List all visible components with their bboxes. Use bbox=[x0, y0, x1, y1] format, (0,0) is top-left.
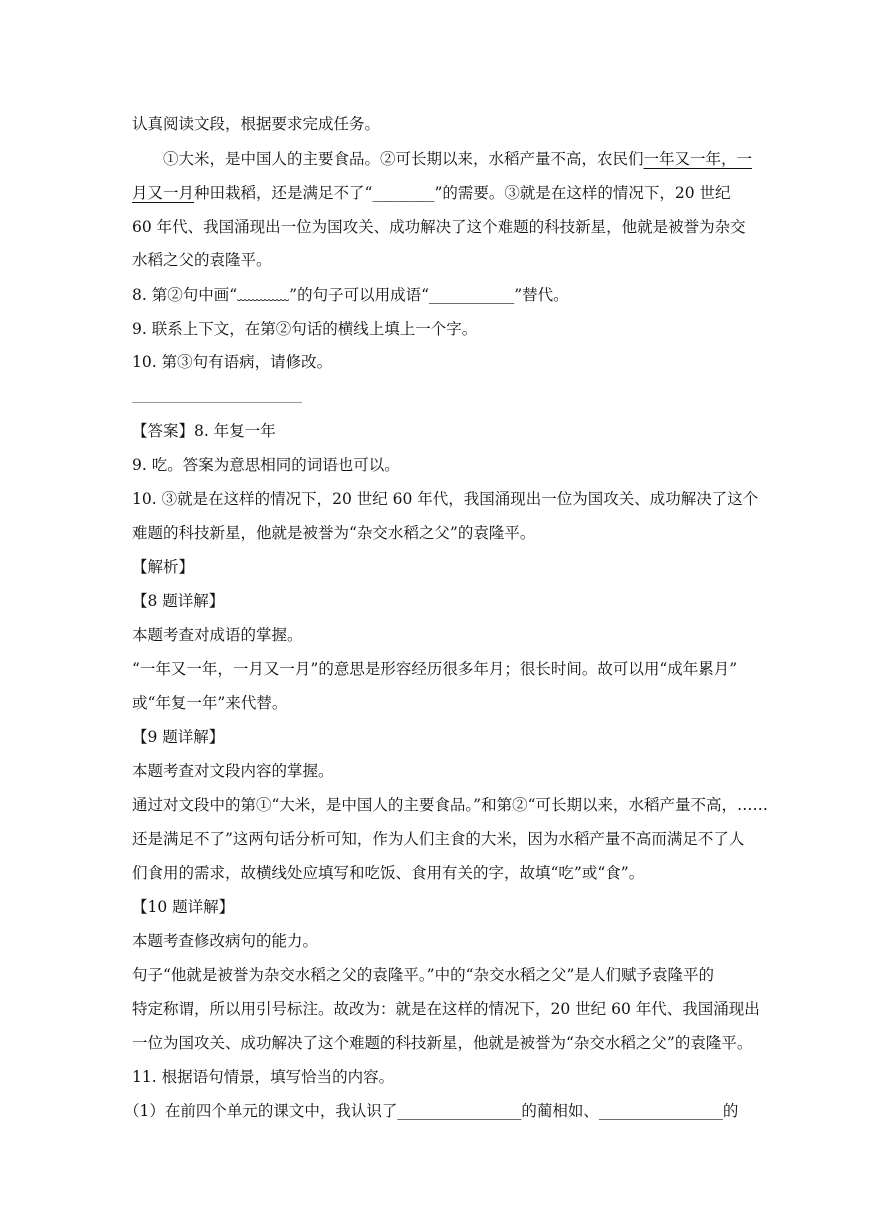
question-9: 9. 联系上下文，在第②句话的横线上填上一个字。 bbox=[132, 320, 478, 338]
passage-line-4: 水稻之父的袁隆平。 bbox=[132, 251, 272, 269]
detail-9-line-2: 通过对文段中的第①“大米，是中国人的主要食品。”和第②“可长期以来，水稻产量不高，…… bbox=[132, 796, 769, 814]
answer-9: 9. 吃。答案为意思相同的词语也可以。 bbox=[132, 456, 400, 474]
passage-line-2: 月又一月种田栽稻，还是满足不了“________”的需要。③就是在这样的情况下，20 世纪 bbox=[132, 184, 731, 202]
question-8: 8. 第②句中画“ ”的句子可以用成语“___________”替代。 bbox=[132, 286, 569, 304]
detail-9-line-3: 还是满足不了”这两句话分析可知，作为人们主食的大米，因为水稻产量不高而满足不了人 bbox=[132, 830, 745, 848]
underlined-phrase: 一年又一年，一 bbox=[643, 150, 753, 168]
separator-line bbox=[132, 402, 302, 403]
analysis-heading: 【解析】 bbox=[132, 558, 195, 576]
answer-10-line-2: 难题的科技新星，他就是被誉为“杂交水稻之父”的袁隆平。 bbox=[132, 524, 536, 542]
passage-line-1: ①大米，是中国人的主要食品。②可长期以来，水稻产量不高，农民们一年又一年，一 bbox=[163, 150, 753, 168]
question-11-item-1: （1）在前四个单元的课文中，我认识了________________的蔺相如、________________的 bbox=[124, 1102, 739, 1120]
wavy-underline-mark bbox=[237, 290, 289, 302]
detail-10-line-1: 本题考查修改病句的能力。 bbox=[132, 932, 319, 950]
detail-9-line-4: 们食用的需求，故横线处应填写和吃饭、食用有关的字，故填“吃”或“食”。 bbox=[132, 864, 645, 882]
detail-10-line-4: 一位为国攻关、成功解决了这个难题的科技新星，他就是被誉为“杂交水稻之父”的袁隆平。 bbox=[132, 1034, 753, 1052]
detail-8-line-1: 本题考查对成语的掌握。 bbox=[132, 626, 303, 644]
detail-8-line-2: “一年又一年，一月又一月”的意思是形容经历很多年月；很长时间。故可以用“成年累月” bbox=[132, 660, 738, 678]
detail-10-heading: 【10 题详解】 bbox=[132, 898, 235, 916]
answer-8: 【答案】8. 年复一年 bbox=[132, 422, 276, 440]
detail-8-heading: 【8 题详解】 bbox=[132, 592, 225, 610]
detail-9-line-1: 本题考查对文段内容的掌握。 bbox=[132, 762, 334, 780]
underlined-phrase: 月又一月 bbox=[132, 184, 195, 202]
passage-line-3: 60 年代、我国涌现出一位为国攻关、成功解决了这个难题的科技新星，他就是被誉为杂交 bbox=[132, 218, 746, 236]
detail-10-line-3: 特定称谓，所以用引号标注。故改为：就是在这样的情况下，20 世纪 60 年代、我国涌现出 bbox=[132, 1000, 760, 1018]
detail-8-line-3: 或“年复一年”来代替。 bbox=[132, 694, 288, 712]
question-11: 11. 根据语句情景，填写恰当的内容。 bbox=[132, 1068, 395, 1086]
detail-10-line-2: 句子“他就是被誉为杂交水稻之父的袁隆平。”中的“杂交水稻之父”是人们赋予袁隆平的 bbox=[132, 966, 714, 984]
detail-9-heading: 【9 题详解】 bbox=[132, 728, 225, 746]
intro-instruction: 认真阅读文段，根据要求完成任务。 bbox=[132, 115, 381, 133]
answer-10-line-1: 10. ③就是在这样的情况下，20 世纪 60 年代，我国涌现出一位为国攻关、成功解决了这个 bbox=[132, 490, 759, 508]
question-10: 10. 第③句有语病，请修改。 bbox=[132, 353, 333, 371]
